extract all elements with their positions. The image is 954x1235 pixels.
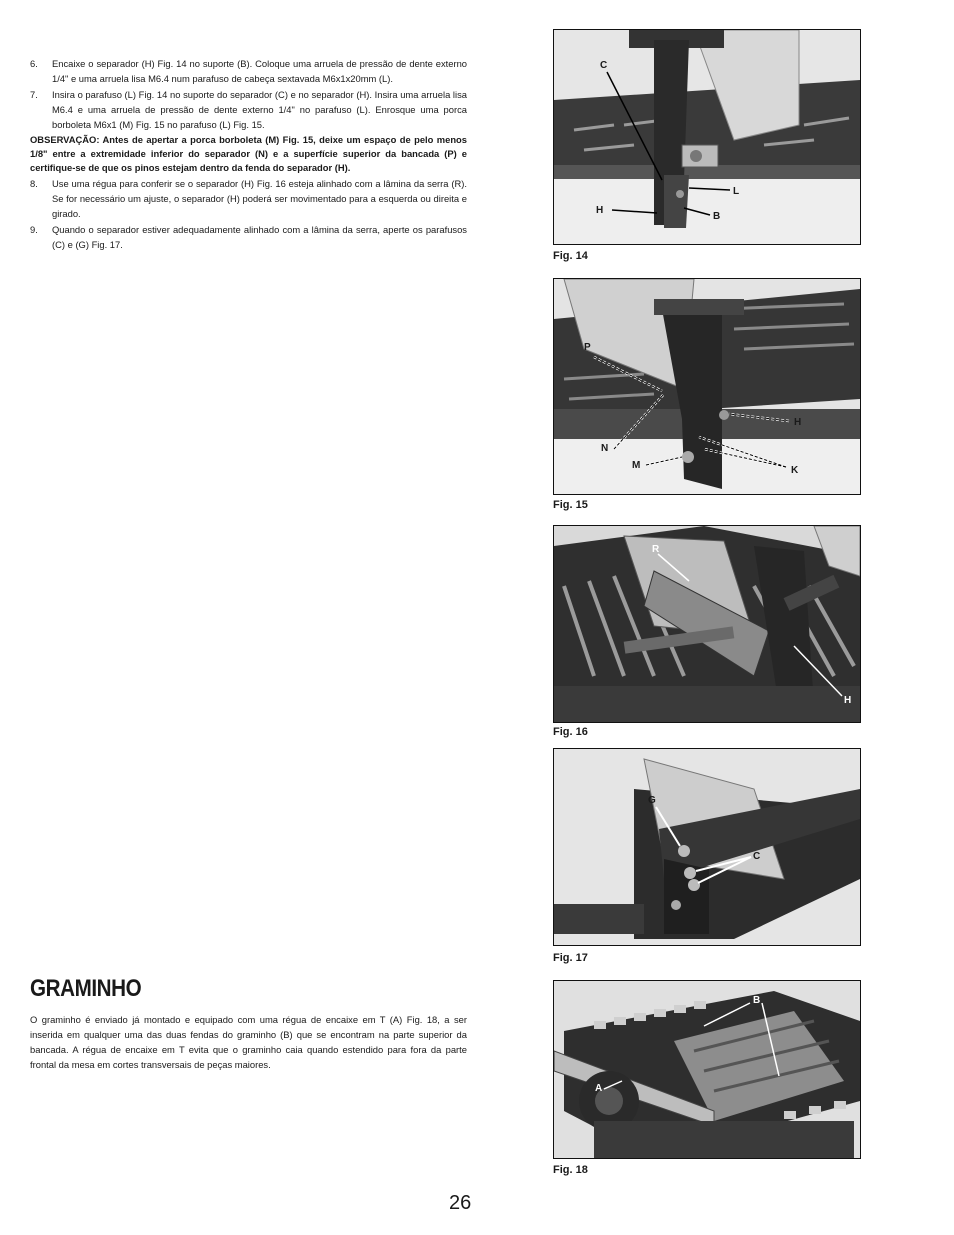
step-number: 9. [30, 224, 38, 235]
figure-15-caption: Fig. 15 [553, 499, 588, 511]
step-7 [30, 87, 467, 132]
step-text: Quando o separador estiver adequadamente alinhado com a lâmina da serra, aperte os parafusos (C) e (G) Fig. 17. [52, 224, 467, 250]
label-r: R [652, 544, 660, 555]
label-m: M [632, 460, 641, 471]
label-c: C [753, 851, 761, 862]
figure-14-arrows [554, 30, 860, 244]
label-h: H [596, 205, 604, 216]
label-p: P [584, 342, 591, 353]
label-l: L [733, 186, 740, 197]
label-k: K [791, 465, 799, 476]
figure-16-arrows [554, 526, 860, 722]
step-8 [30, 176, 467, 221]
step-number: 6. [30, 58, 38, 69]
step-9 [30, 222, 467, 252]
section-title: GRAMINHO [30, 975, 142, 1002]
figure-17-photo [553, 748, 861, 946]
label-h: H [844, 695, 852, 706]
page-number: 26 [449, 1192, 472, 1214]
figure-17-arrows [554, 749, 860, 945]
step-number: 8. [30, 178, 38, 189]
section-body: O graminho é enviado já montado e equipado com uma régua de encaixe em T (A) Fig. 18, a ser inserida em qualquer uma das duas fendas do graminho (B) que se encontram na parte superior da bancada. A régua de encaixe em T evita que o graminho caia quando estendido para fora da parte frontal da mesa em cortes transversais de peças maiores. [30, 1014, 467, 1070]
figure-16-caption: Fig. 16 [553, 726, 588, 738]
step-text: Insira o parafuso (L) Fig. 14 no suporte do separador (C) e no separador (H). Insira uma arruela lisa M6.4 e uma arruela de pressão de dente externo 1/4" no parafuso (L). Enrosque uma porca borboleta M6x1 (M) Fig. 15 no parafuso (L) Fig. 15. [52, 89, 467, 130]
instructions-column [30, 56, 467, 253]
figure-14-photo [553, 29, 861, 245]
label-n: N [601, 443, 609, 454]
figure-15-photo [553, 278, 861, 495]
label-b: B [753, 995, 761, 1006]
figure-17-caption: Fig. 17 [553, 952, 588, 964]
label-c: C [600, 60, 608, 71]
figure-16-photo [553, 525, 861, 723]
figure-18-arrows [554, 981, 860, 1158]
label-h: H [794, 417, 802, 428]
label-g: G [648, 795, 656, 806]
figure-15-arrows [554, 279, 860, 494]
observation-note: OBSERVAÇÃO: Antes de apertar a porca borboleta (M) Fig. 15, deixe um espaço de pelo menos 1/8" entre a extremidade inferior do separador (N) e a superfície superior da bancada (P) e certifique-se de que os pinos estejam dentro da fenda do separador (H). [30, 134, 467, 173]
label-a: A [595, 1083, 603, 1094]
step-text: Use uma régua para conferir se o separador (H) Fig. 16 esteja alinhado com a lâmina da serra (R). Se for necessário um ajuste, o separador (H) poderá ser movimentado para a esquerda ou direita e girado. [52, 178, 467, 219]
label-b: B [713, 211, 721, 222]
step-text: Encaixe o separador (H) Fig. 14 no suporte (B). Coloque uma arruela de pressão de dente externo 1/4" e uma arruela lisa M6.4 num parafuso de cabeça sextavada M6x1x20mm (L). [52, 58, 467, 84]
figure-14-caption: Fig. 14 [553, 250, 588, 262]
figure-18-photo [553, 980, 861, 1159]
step-number: 7. [30, 89, 38, 100]
step-6 [30, 56, 467, 86]
figure-18-caption: Fig. 18 [553, 1164, 588, 1176]
